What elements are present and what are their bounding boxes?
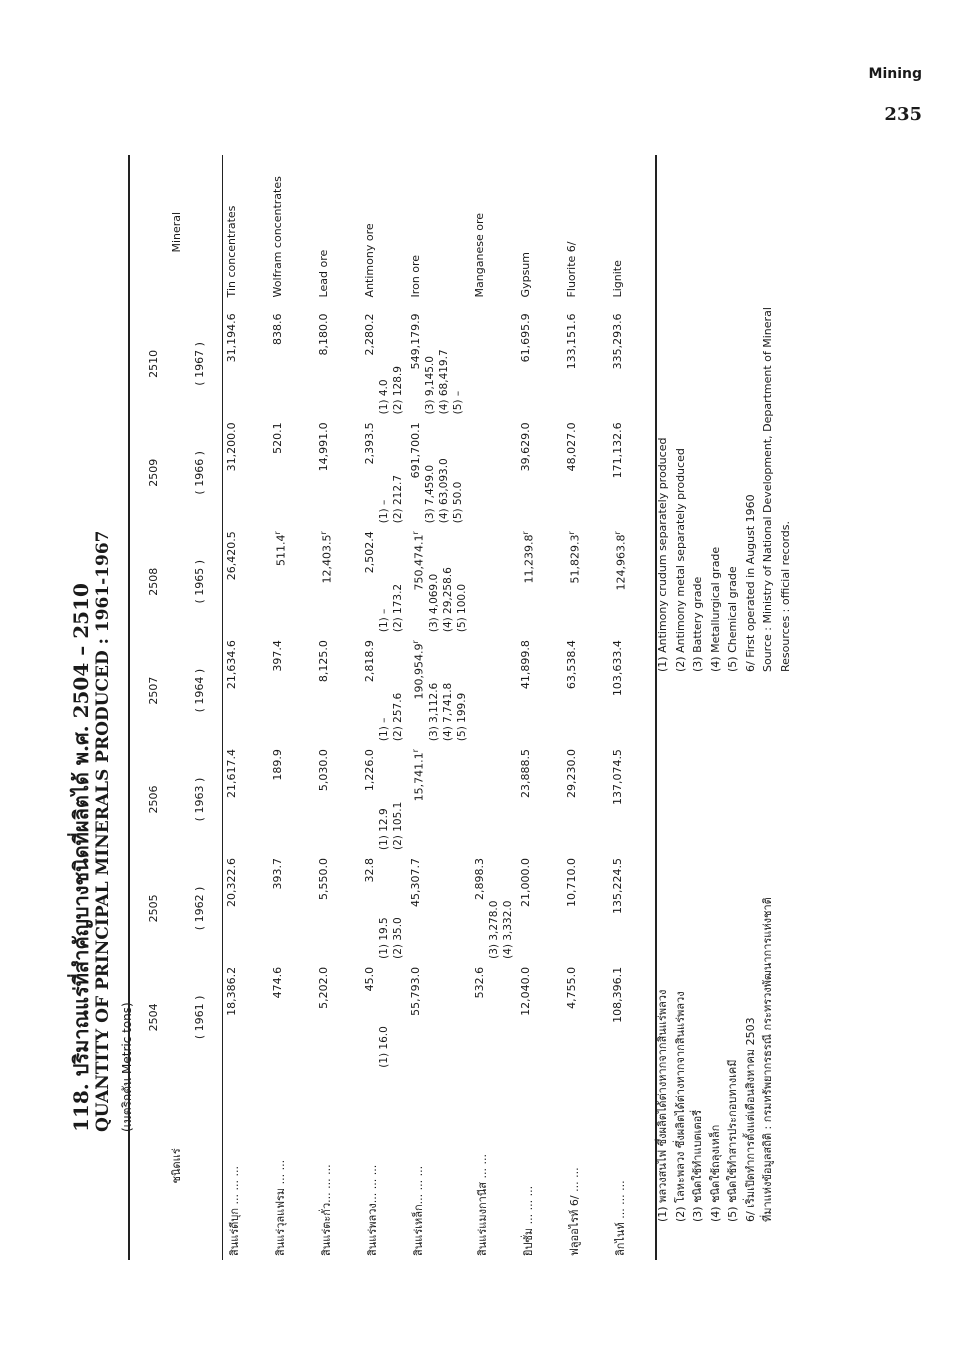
cell-value	[225, 531, 239, 632]
cell-value-text: 137,074.5	[610, 749, 624, 806]
value-cell	[563, 745, 609, 854]
cell-value	[271, 422, 285, 523]
cell-value-text: 4,755.0	[564, 966, 578, 1009]
cell-subvalue: (3) 7,459.0	[424, 464, 436, 524]
cell-value-text: 189.9	[271, 749, 284, 781]
cell-value-text: 549,179.9	[409, 313, 422, 370]
cell-value-text: 63,538.4	[564, 640, 578, 690]
value-cell	[223, 527, 270, 636]
cell-subvalue: (1) 12.9	[378, 808, 390, 850]
revised-mark: r	[319, 531, 328, 535]
cell-value-text: 21,634.6	[225, 640, 238, 690]
value-cell	[269, 745, 315, 854]
cell-value-text: 2,502.4	[363, 531, 376, 574]
cell-value-text: 2,818.9	[363, 640, 376, 683]
cell-subvalue: (1) –	[378, 499, 390, 524]
cell-value	[565, 640, 579, 741]
cell-value	[519, 313, 533, 414]
section-header: Mining	[868, 66, 922, 82]
value-cell	[361, 418, 407, 527]
value-cell	[609, 963, 656, 1072]
value-cell	[517, 309, 563, 418]
year-ce: ( 1963 )	[176, 745, 223, 854]
value-cell	[269, 527, 315, 636]
footnote-english: (1) Antimony crudum separately produced	[656, 437, 669, 672]
row-thai-label: สินแร่พลวง... ... ...	[366, 1164, 379, 1256]
cell-value	[519, 749, 533, 850]
cell-value	[565, 967, 579, 1068]
cell-value-text: 39,629.0	[518, 422, 532, 472]
cell-value	[271, 749, 285, 850]
cell-subvalue: (3) 4,069.0	[427, 573, 440, 633]
cell-subvalue: (1) –	[378, 608, 390, 633]
cell-subvalue: (1) 19.5	[378, 917, 390, 959]
value-cell	[407, 636, 471, 745]
row-mineral-label: Gypsum	[518, 252, 532, 298]
footnote-english: Source : Ministry of National Development, Department of Mineral	[761, 307, 774, 672]
cell-value	[363, 640, 377, 741]
cell-value	[317, 640, 331, 741]
table-body	[223, 155, 656, 1260]
revised-mark: r	[411, 749, 420, 753]
footnote-thai: (3) ชนิดใช้ทำแบตเตอรี่	[691, 1109, 704, 1222]
value-cell	[361, 854, 407, 963]
rotated-page	[0, 137, 800, 1362]
year-ce: ( 1962 )	[176, 854, 223, 963]
value-cell	[609, 527, 656, 636]
cell-value	[473, 858, 487, 959]
value-cell	[407, 309, 471, 418]
table-row	[517, 155, 563, 1260]
value-cell	[315, 527, 361, 636]
value-cell	[471, 636, 517, 745]
cell-value	[519, 967, 533, 1068]
value-cell	[609, 418, 656, 527]
cell-subvalue: (4) 29,258.6	[441, 567, 454, 633]
footnote-english: (2) Antimony metal separately produced	[673, 448, 687, 672]
cell-subvalue: (4) 68,419.7	[438, 349, 450, 415]
footnote-english: (4) Metallurgical grade	[708, 546, 722, 672]
value-cell	[517, 963, 563, 1072]
cell-value-text: 31,194.6	[225, 313, 238, 363]
cell-value-text: 23,888.5	[518, 749, 532, 799]
value-cell	[563, 636, 609, 745]
cell-value-text: 5,550.0	[317, 857, 330, 900]
value-cell	[361, 745, 407, 854]
cell-value	[611, 749, 625, 850]
cell-value-text: 29,230.0	[564, 749, 578, 799]
mineral-header: Mineral	[129, 155, 223, 309]
footnote-thai: (2) โลหะพลวง ซึ่งผลิตได้ต่างหากจากสินแร่พลวง	[673, 991, 687, 1222]
cell-value-text: 335,293.6	[610, 313, 624, 370]
value-cell	[563, 963, 609, 1072]
cell-value	[225, 858, 239, 959]
year-ce: ( 1965 )	[176, 527, 223, 636]
cell-value-text: 133,151.6	[564, 313, 578, 370]
value-cell	[361, 963, 407, 1072]
value-cell	[269, 963, 315, 1072]
cell-value	[565, 422, 579, 523]
value-cell	[269, 309, 315, 418]
value-cell	[315, 963, 361, 1072]
value-cell	[361, 636, 407, 745]
cell-value	[225, 749, 239, 850]
row-mineral-label: Tin concentrates	[225, 205, 238, 298]
value-cell	[563, 309, 609, 418]
cell-value-text: 10,710.0	[564, 857, 578, 907]
cell-subvalue: (2) 128.9	[392, 366, 404, 415]
row-thai-label: ลิกไนท์ ... ... ...	[609, 1072, 656, 1260]
cell-value-text: 171,132.6	[610, 422, 624, 479]
cell-value	[317, 422, 331, 523]
cell-value	[225, 640, 239, 741]
value-cell	[407, 963, 471, 1072]
value-cell	[517, 418, 563, 527]
thai-mineral-header: ชนิดแร่	[129, 1072, 223, 1260]
revised-mark: r	[273, 531, 282, 535]
cell-value	[565, 531, 583, 632]
value-cell	[563, 854, 609, 963]
footnote-english: (5) Chemical grade	[726, 566, 739, 672]
value-cell	[471, 745, 517, 854]
cell-value	[363, 531, 377, 632]
cell-value-text: 2,280.2	[363, 313, 376, 356]
cell-value	[271, 640, 285, 741]
value-cell	[471, 963, 517, 1072]
value-cell	[471, 418, 517, 527]
value-cell	[563, 527, 609, 636]
cell-value	[317, 313, 331, 414]
value-cell	[517, 854, 563, 963]
cell-value	[409, 422, 423, 523]
cell-value-text: 750,474.1	[412, 534, 426, 591]
value-cell	[407, 527, 471, 636]
value-cell	[517, 636, 563, 745]
title-english: QUANTITY OF PRINCIPAL MINERALS PRODUCED : 1961-1967	[93, 530, 113, 1132]
cell-value-text: 18,386.2	[225, 966, 238, 1016]
cell-subvalue: (4) 3,332.0	[501, 900, 514, 959]
cell-value	[519, 640, 533, 741]
cell-value	[565, 749, 579, 850]
cell-value	[363, 749, 377, 850]
value-cell	[407, 854, 471, 963]
year-ce: ( 1966 )	[176, 418, 223, 527]
row-mineral-label: Iron ore	[409, 254, 422, 298]
cell-value	[225, 313, 239, 414]
value-cell	[361, 309, 407, 418]
cell-value-text: 190,954.9	[412, 643, 426, 700]
value-cell	[609, 309, 656, 418]
cell-value-text: 691,700.1	[409, 422, 422, 479]
value-cell	[269, 854, 315, 963]
value-cell	[407, 745, 471, 854]
value-cell	[223, 745, 270, 854]
cell-subvalue: (4) 7,741.8	[441, 682, 454, 742]
value-cell	[471, 527, 517, 636]
cell-value	[519, 858, 533, 959]
cell-value-text: 2,898.3	[472, 857, 486, 900]
units-label: (เมตริกตัน Metric tons)	[120, 1002, 134, 1132]
footnote-thai: (1) พลวงสนไฟ ซึ่งผลิตได้ต่างหากจากสินแร่พลวง	[656, 989, 669, 1222]
revised-mark: r	[520, 531, 530, 535]
cell-value	[409, 858, 423, 959]
cell-value-text: 8,125.0	[317, 640, 330, 683]
value-cell	[315, 854, 361, 963]
value-cell	[563, 418, 609, 527]
cell-value	[317, 749, 331, 850]
cell-value	[363, 967, 377, 1068]
cell-value-text: 520.1	[271, 422, 284, 454]
row-mineral-label: Lignite	[609, 155, 656, 309]
cell-value-text: 5,202.0	[317, 966, 330, 1009]
cell-subvalue: (1) –	[378, 717, 390, 742]
revised-mark: r	[566, 531, 576, 535]
cell-value	[409, 749, 427, 850]
cell-value	[409, 313, 423, 414]
cell-value-text: 108,396.1	[610, 966, 624, 1023]
footnote-thai: (5) ชนิดใช้ทำสารประกอบทางเคมี	[726, 1059, 739, 1222]
cell-subvalue: (3) 3,112.6	[427, 682, 440, 742]
cell-subvalue: (1) 4.0	[378, 379, 390, 415]
cell-value	[611, 422, 625, 523]
cell-value	[611, 313, 625, 414]
cell-value	[363, 313, 377, 414]
table-row	[471, 155, 517, 1260]
cell-value	[611, 640, 625, 741]
cell-value-text: 12,403.5	[320, 534, 334, 584]
row-mineral-label: Antimony ore	[363, 223, 376, 298]
value-cell	[315, 745, 361, 854]
year-ce: ( 1967 )	[176, 309, 223, 418]
value-cell	[609, 636, 656, 745]
cell-value-text: 31,200.0	[225, 422, 238, 472]
table-row	[609, 155, 656, 1260]
cell-value	[317, 967, 331, 1068]
title-thai: 118. ปริมาณแร่ที่สำคัญบางชนิดที่ผลิตได้ พ.ศ. 2504 – 2510	[69, 583, 93, 1132]
cell-value	[317, 531, 335, 632]
row-thai-label: สินแร่แมงกานีส ... ...	[475, 1154, 489, 1256]
cell-value	[565, 858, 579, 959]
header-row-be	[129, 155, 176, 1260]
cell-value	[611, 967, 625, 1068]
cell-value-text: 15,741.1	[412, 752, 426, 802]
row-mineral-label: Wolfram concentrates	[271, 176, 284, 298]
footnotes-thai	[654, 897, 777, 1222]
year-be: 2509	[129, 418, 176, 527]
value-cell	[315, 636, 361, 745]
cell-value	[565, 313, 579, 414]
cell-value	[409, 640, 427, 741]
year-be: 2507	[129, 636, 176, 745]
cell-value-text: 51,829.3	[568, 534, 582, 584]
year-be: 2510	[129, 309, 176, 418]
value-cell	[223, 963, 270, 1072]
cell-value	[519, 531, 537, 632]
cell-value-text: 21,000.0	[518, 857, 532, 907]
cell-value-text: 532.6	[472, 966, 486, 999]
cell-subvalue: (5) 199.9	[455, 692, 468, 742]
cell-value-text: 8,180.0	[317, 313, 330, 356]
cell-value	[473, 967, 487, 1068]
cell-value	[317, 858, 331, 959]
row-thai-label: ฟลูออไรท์ 6/ ... ...	[567, 1167, 581, 1256]
value-cell	[269, 418, 315, 527]
year-be: 2504	[129, 963, 176, 1072]
footnotes-english	[654, 307, 794, 672]
cell-subvalue: (5) 100.0	[455, 583, 468, 633]
cell-value	[271, 967, 285, 1068]
value-cell	[471, 854, 517, 963]
table-row	[223, 155, 270, 1260]
year-be: 2505	[129, 854, 176, 963]
cell-value	[271, 531, 289, 632]
footnote-thai: (4) ชนิดใช้ถลุงเหล็ก	[708, 1124, 722, 1222]
cell-value-text: 511.4	[274, 534, 288, 567]
cell-value	[611, 858, 625, 959]
row-thai-label: สินแร่ดีบุก ... ... ...	[228, 1166, 241, 1256]
cell-value-text: 61,695.9	[518, 313, 532, 363]
cell-value-text: 21,617.4	[225, 749, 238, 799]
revised-mark: r	[411, 640, 420, 644]
cell-value	[409, 531, 427, 632]
cell-value-text: 11,239.8	[522, 534, 536, 584]
table-row	[563, 155, 609, 1260]
cell-value-text: 397.4	[271, 640, 284, 672]
row-mineral-label: Lead ore	[317, 249, 330, 298]
cell-value	[271, 313, 285, 414]
cell-value-text: 14,991.0	[317, 422, 330, 472]
row-thai-label: สินแร่เหล็ก... ... ...	[412, 1165, 425, 1256]
cell-value-text: 124,963.8	[614, 534, 628, 591]
value-cell	[269, 636, 315, 745]
cell-value	[611, 531, 629, 632]
footnote-english: (3) Battery grade	[691, 576, 704, 672]
revised-mark: r	[411, 531, 420, 535]
cell-value-text: 1,226.0	[363, 749, 376, 792]
value-cell	[315, 309, 361, 418]
cell-value	[271, 858, 285, 959]
cell-subvalue: (2) 35.0	[392, 917, 404, 959]
cell-value	[225, 422, 239, 523]
cell-subvalue: (2) 173.2	[392, 583, 404, 633]
year-ce: ( 1964 )	[176, 636, 223, 745]
cell-subvalue: (5) 50.0	[452, 481, 464, 524]
mineral-production-table	[128, 155, 657, 1260]
cell-value	[363, 422, 377, 523]
cell-subvalue: (1) 16.0	[378, 1026, 390, 1068]
cell-subvalue: (2) 257.6	[392, 692, 404, 742]
year-be: 2508	[129, 527, 176, 636]
footnote-thai: 6/ เริ่มเปิดทำการตั้งแต่เดือนสิงหาคม 2503	[743, 1017, 757, 1222]
table-row	[361, 155, 407, 1260]
table-row	[315, 155, 361, 1260]
value-cell	[517, 527, 563, 636]
row-mineral-label: Fluorite 6/	[564, 241, 578, 298]
cell-subvalue: (4) 63,093.0	[438, 458, 450, 524]
value-cell	[407, 418, 471, 527]
cell-value-text: 12,040.0	[518, 966, 532, 1016]
table-row	[407, 155, 471, 1260]
value-cell	[517, 745, 563, 854]
value-cell	[223, 309, 270, 418]
cell-subvalue: (3) 9,145.0	[424, 356, 436, 415]
year-ce: ( 1961 )	[176, 963, 223, 1072]
cell-value-text: 103,633.4	[610, 640, 624, 697]
cell-subvalue: (2) 212.7	[392, 474, 404, 524]
row-thai-label: สินแร่วุลแฟรม ... ...	[274, 1159, 287, 1256]
cell-value	[363, 858, 377, 959]
cell-subvalue: (2) 105.1	[392, 801, 404, 850]
cell-value	[409, 967, 423, 1068]
value-cell	[609, 854, 656, 963]
cell-value-text: 2,393.5	[363, 422, 376, 465]
cell-value-text: 135,224.5	[610, 857, 624, 914]
value-cell	[471, 309, 517, 418]
value-cell	[609, 745, 656, 854]
cell-value-text: 20,322.6	[225, 857, 238, 907]
year-be: 2506	[129, 745, 176, 854]
cell-value	[519, 422, 533, 523]
cell-value-text: 5,030.0	[317, 749, 330, 792]
cell-value-text: 26,420.5	[225, 531, 238, 581]
footnote-thai: ที่มาแห่งข้อมูลสถิติ : กรมทรัพยากรธรณี กระทรวงพัฒนาการแห่งชาติ	[761, 897, 774, 1222]
row-thai-label: ยิปซั่ม ... ... ...	[521, 1185, 535, 1256]
cell-subvalue: (3) 3,278.0	[487, 900, 500, 959]
cell-value-text: 474.6	[271, 966, 284, 999]
footnote-english: Resources : official records.	[778, 520, 792, 672]
cell-value-text: 838.6	[271, 313, 284, 345]
value-cell	[361, 527, 407, 636]
cell-value-text: 48,027.0	[564, 422, 578, 472]
table-row	[269, 155, 315, 1260]
revised-mark: r	[612, 531, 622, 535]
value-cell	[223, 854, 270, 963]
cell-value-text: 32.8	[363, 857, 376, 883]
cell-value-text: 45,307.7	[409, 857, 422, 907]
value-cell	[223, 418, 270, 527]
cell-value-text: 41,899.8	[518, 640, 532, 690]
cell-value-text: 55,793.0	[409, 966, 422, 1016]
row-thai-label: สินแร่ตะกั่ว... ... ...	[320, 1164, 333, 1256]
cell-subvalue: (5) –	[452, 390, 464, 415]
cell-value-text: 393.7	[271, 857, 284, 890]
cell-value	[225, 967, 239, 1068]
cell-value-text: 45.0	[363, 966, 376, 992]
footnote-english: 6/ First operated in August 1960	[743, 494, 757, 672]
value-cell	[223, 636, 270, 745]
row-mineral-label: Manganese ore	[472, 212, 486, 298]
value-cell	[315, 418, 361, 527]
page-number: 235	[884, 104, 922, 125]
